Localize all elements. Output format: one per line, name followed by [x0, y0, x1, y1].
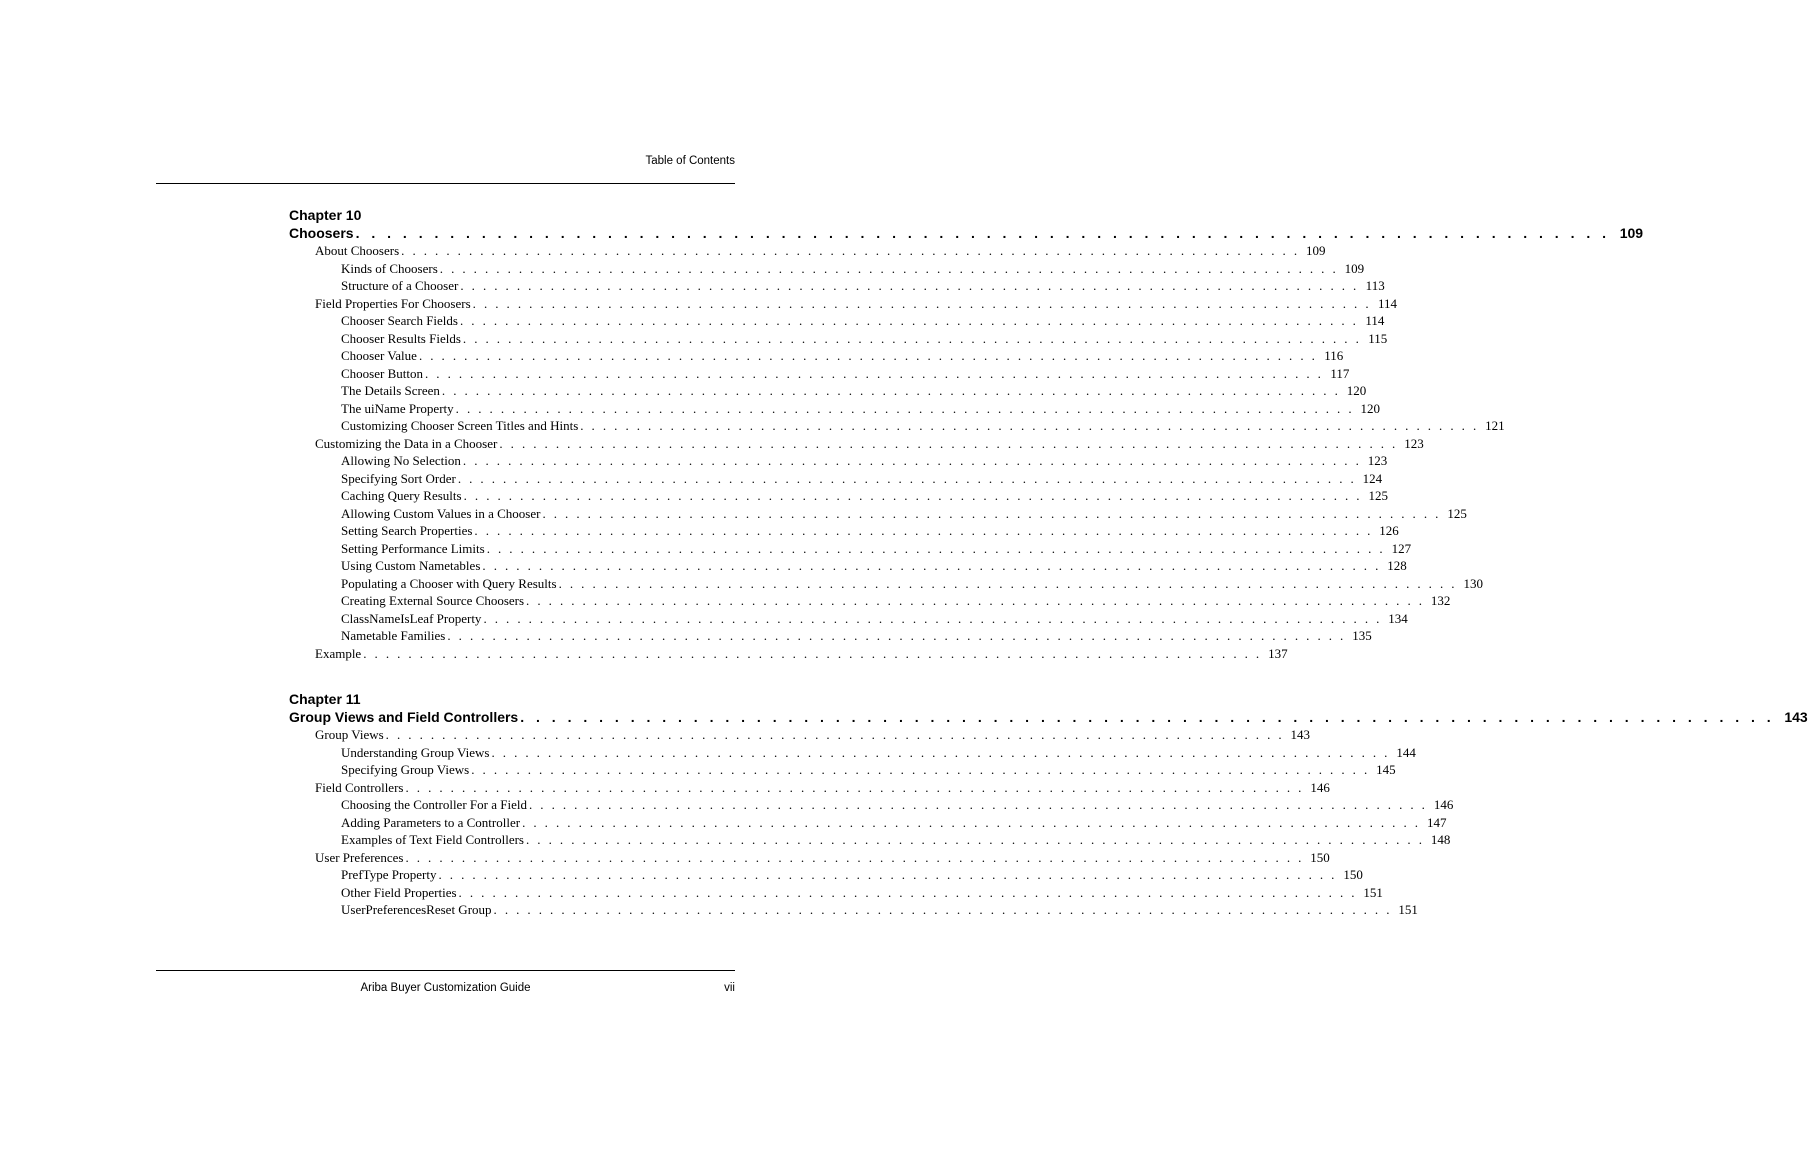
toc-entry-title: Allowing No Selection: [341, 453, 461, 468]
toc-entry-title: The uiName Property: [341, 400, 454, 416]
toc-page-number: 123: [1404, 435, 1424, 451]
toc-entry-title: Kinds of Choosers: [341, 260, 438, 276]
toc-section-entry[interactable]: [289, 779, 1330, 797]
toc-subsection-entry[interactable]: [289, 312, 1385, 330]
dot-leader: . . . . . . . . . . . . . . . . . . . . . . . . . . . . . . . . . . . . . . . . . . . . . . . . . . . . . . . . . . . . . . . . . . . . . . . . . . . . . . . .: [526, 593, 1425, 608]
toc-subsection-entry[interactable]: [289, 400, 1380, 418]
toc-page-number: 116: [1324, 348, 1344, 363]
toc-subsection-entry[interactable]: [289, 382, 1367, 400]
dot-leader: . . . . . . . . . . . . . . . . . . . . . . . . . . . . . . . . . . . . . . . . . . . . . . . . . . . . . . . . . . . . . . . . . . . . . . . . . . . . . . . .: [460, 278, 1359, 293]
toc-subsection-entry[interactable]: [289, 831, 1451, 849]
toc-subsection-entry[interactable]: [289, 470, 1383, 488]
chapter-11-block: [289, 690, 1808, 919]
footer-rule: [156, 970, 735, 971]
toc-page-number: 125: [1368, 488, 1388, 503]
dot-leader: . . . . . . . . . . . . . . . . . . . . . . . . . . . . . . . . . . . . . . . . . . . . . . . . . . . . . . . . . . . . . . . . . . . . . . . . . . . . . . . .: [486, 540, 1386, 556]
toc-entry-title: Choosers: [289, 225, 354, 241]
toc-page-number: 150: [1310, 849, 1330, 865]
dot-leader: . . . . . . . . . . . . . . . . . . . . . . . . . . . . . . . . . . . . . . . . . . . . . . . . . . . . . . . . . . . . . . . . . . . . . . . . . . . . . . . .: [438, 867, 1337, 882]
toc-subsection-entry[interactable]: [289, 814, 1447, 832]
chapter-title-entry[interactable]: [289, 708, 1808, 726]
chapter-label: Chapter 10: [289, 207, 362, 223]
toc-entry-title: Chooser Value: [341, 348, 417, 363]
toc-page-number: 109: [1619, 225, 1644, 241]
toc-entry-title: Chooser Results Fields: [341, 330, 461, 346]
toc-page-number: 128: [1387, 558, 1407, 573]
toc-entry-title: Customizing Chooser Screen Titles and Hints: [341, 418, 579, 433]
dot-leader: . . . . . . . . . . . . . . . . . . . . . . . . . . . . . . . . . . . . . . . . . . . . . . . . . . . . . . . . . . . . . . . . . . . . . . . . . . . . . . . .: [385, 727, 1285, 742]
dot-leader: . . . . . . . . . . . . . . . . . . . . . . . . . . . . . . . . . . . . . . . . . . . . . . . . . . . . . . . . . . . . . . . . . . . . . . . . . . . . . . . .: [457, 470, 1357, 486]
dot-leader: . . . . . . . . . . . . . . . . . . . . . . . . . . . . . . . . . . . . . . . . . . . . . . . . . . . . . . . . . . . . . . . . . . . . . . . . . . . . . . . .: [447, 628, 1346, 643]
toc-page-number: 145: [1376, 762, 1396, 777]
dot-leader: . . . . . . . . . . . . . . . . . . . . . . . . . . . . . . . . . . . . . . . . . . . . . . . . . . . . . . . . . . . . . . . . . . . . . . . . . . . . . . . .: [459, 313, 1359, 328]
dot-leader: . . . . . . . . . . . . . . . . . . . . . . . . . . . . . . . . . . . . . . . . . . . . . . . . . . . . . . . . . . . . . . . . . . . . . . . . . . . . . . . .: [482, 558, 1381, 573]
toc-entry-title: UserPreferencesReset Group: [341, 902, 492, 917]
toc-page-number: 150: [1343, 867, 1363, 882]
toc-page-number: 120: [1346, 383, 1367, 398]
toc-entry-title: Group Views and Field Controllers: [289, 709, 519, 725]
toc-entry-title: Examples of Text Field Controllers: [341, 832, 524, 847]
dot-leader: . . . . . . . . . . . . . . . . . . . . . . . . . . . . . . . . . . . . . . . . . . . . . . . . . . . . . . . . . . . . . . . . . . . . . . . . . . . . . . . .: [441, 383, 1341, 398]
toc-entry-title: About Choosers: [315, 243, 400, 258]
toc-entry-title: Using Custom Nametables: [341, 558, 481, 573]
toc-entry-title: Creating External Source Choosers: [341, 593, 525, 608]
toc-subsection-entry[interactable]: [289, 452, 1388, 470]
dot-leader: . . . . . . . . . . . . . . . . . . . . . . . . . . . . . . . . . . . . . . . . . . . . . . . . . . . . . . . . . . . . . . . . . . . . . . . . . . . . . . . .: [471, 762, 1370, 777]
toc-page-number: 124: [1362, 470, 1383, 486]
toc-subsection-entry[interactable]: [289, 744, 1416, 762]
footer-book-title: Ariba Buyer Customization Guide: [360, 982, 531, 994]
toc-page-number: 135: [1352, 628, 1372, 643]
chapter-10-block: [289, 206, 1644, 662]
toc-entry-title: Understanding Group Views: [341, 744, 490, 760]
toc-page-number: 146: [1310, 779, 1330, 795]
toc-entry-title: Chooser Search Fields: [341, 313, 458, 328]
toc-subsection-entry[interactable]: [289, 417, 1505, 435]
toc-page-number: 114: [1377, 295, 1397, 311]
toc-entry-title: Populating a Chooser with Query Results: [341, 575, 557, 591]
dot-leader: . . . . . . . . . . . . . . . . . . . . . . . . . . . . . . . . . . . . . . . . . . . . . . . . . . . . . . . . . . . . . . . . . . . . . . . . . . . . . . . .: [474, 523, 1373, 538]
toc-section-entry[interactable]: [289, 295, 1397, 313]
toc-page-number: 148: [1430, 832, 1451, 847]
toc-subsection-entry[interactable]: [289, 365, 1350, 383]
toc-entry-title: Chooser Button: [341, 365, 423, 381]
toc-page-number: 114: [1365, 313, 1385, 328]
toc-page-number: 130: [1463, 575, 1483, 591]
toc-entry-title: ClassNameIsLeaf Property: [341, 610, 482, 626]
toc-page-number: 151: [1363, 884, 1383, 900]
toc-page-number: 109: [1344, 260, 1365, 276]
toc-entry-title: Setting Search Properties: [341, 523, 473, 538]
dot-leader: . . . . . . . . . . . . . . . . . . . . . . . . . . . . . . . . . . . . . . . . . . . . . . . . . . . . . . . . . . . . . . . . . . . . . . . . . . . . . . . .: [499, 435, 1398, 451]
dot-leader: . . . . . . . . . . . . . . . . . . . . . . . . . . . . . . . . . . . . . . . . . . . . . . . . . . . . . . . . . . . . . . . . . . . . . . . . . . . . . . . .: [520, 709, 1775, 725]
toc-subsection-entry[interactable]: [289, 884, 1383, 902]
toc-subsection-entry[interactable]: [289, 505, 1467, 523]
dot-leader: . . . . . . . . . . . . . . . . . . . . . . . . . . . . . . . . . . . . . . . . . . . . . . . . . . . . . . . . . . . . . . . . . . . . . . . . . . . . . . . .: [483, 610, 1382, 626]
toc-entry-title: Choosing the Controller For a Field: [341, 797, 527, 812]
toc-entry-title: Field Properties For Choosers: [315, 295, 471, 311]
toc-page-number: 125: [1447, 505, 1467, 521]
dot-leader: . . . . . . . . . . . . . . . . . . . . . . . . . . . . . . . . . . . . . . . . . . . . . . . . . . . . . . . . . . . . . . . . . . . . . . . . . . . . . . . .: [463, 488, 1362, 503]
toc-page-number: 132: [1430, 593, 1451, 608]
toc-subsection-entry[interactable]: [289, 592, 1451, 610]
toc-entry-title: Other Field Properties: [341, 884, 457, 900]
toc-entry-title: Group Views: [315, 727, 384, 742]
toc-section-entry[interactable]: [289, 242, 1326, 260]
toc-subsection-entry[interactable]: [289, 627, 1372, 645]
toc-page-number: 127: [1391, 540, 1412, 556]
toc-page-number: 151: [1398, 902, 1418, 917]
toc-section-entry[interactable]: [289, 435, 1424, 453]
toc-subsection-entry[interactable]: [289, 540, 1412, 558]
toc-subsection-entry[interactable]: [289, 522, 1399, 540]
toc-subsection-entry[interactable]: [289, 277, 1385, 295]
toc-subsection-entry[interactable]: [289, 575, 1483, 593]
dot-leader: . . . . . . . . . . . . . . . . . . . . . . . . . . . . . . . . . . . . . . . . . . . . . . . . . . . . . . . . . . . . . . . . . . . . . . . . . . . . . . . .: [472, 295, 1371, 311]
toc-section-entry[interactable]: [289, 645, 1288, 663]
chapter-title-entry[interactable]: [289, 224, 1644, 242]
toc-entry-title: User Preferences: [315, 849, 404, 865]
dot-leader: . . . . . . . . . . . . . . . . . . . . . . . . . . . . . . . . . . . . . . . . . . . . . . . . . . . . . . . . . . . . . . . . . . . . . . . . . . . . . . . .: [580, 418, 1479, 433]
dot-leader: . . . . . . . . . . . . . . . . . . . . . . . . . . . . . . . . . . . . . . . . . . . . . . . . . . . . . . . . . . . . . . . . . . . . . . . . . . . . . . . .: [528, 797, 1428, 812]
toc-page-number: 126: [1379, 523, 1399, 538]
chapter-label: Chapter 11: [289, 691, 361, 707]
toc-entry-title: Nametable Families: [341, 628, 446, 643]
dot-leader: . . . . . . . . . . . . . . . . . . . . . . . . . . . . . . . . . . . . . . . . . . . . . . . . . . . . . . . . . . . . . . . . . . . . . . . . . . . . . . . .: [558, 575, 1457, 591]
toc-entry-title: Customizing the Data in a Chooser: [315, 435, 498, 451]
dot-leader: . . . . . . . . . . . . . . . . . . . . . . . . . . . . . . . . . . . . . . . . . . . . . . . . . . . . . . . . . . . . . . . . . . . . . . . . . . . . . . . .: [462, 330, 1362, 346]
toc-page-number: 147: [1426, 814, 1447, 830]
toc-page-number: 137: [1268, 645, 1288, 661]
footer-page-number: vii: [724, 982, 735, 994]
dot-leader: . . . . . . . . . . . . . . . . . . . . . . . . . . . . . . . . . . . . . . . . . . . . . . . . . . . . . . . . . . . . . . . . . . . . . . . . . . . . . . . .: [491, 744, 1390, 760]
dot-leader: . . . . . . . . . . . . . . . . . . . . . . . . . . . . . . . . . . . . . . . . . . . . . . . . . . . . . . . . . . . . . . . . . . . . . . . . . . . . . . . .: [363, 645, 1262, 661]
toc-subsection-entry[interactable]: [289, 761, 1396, 779]
toc-entry-title: Field Controllers: [315, 779, 404, 795]
toc-page-number: 121: [1485, 418, 1505, 433]
toc-entry-title: Specifying Group Views: [341, 762, 470, 777]
toc-entry-title: Specifying Sort Order: [341, 470, 456, 486]
dot-leader: . . . . . . . . . . . . . . . . . . . . . . . . . . . . . . . . . . . . . . . . . . . . . . . . . . . . . . . . . . . . . . . . . . . . . . . . . . . . . . . .: [405, 779, 1304, 795]
dot-leader: . . . . . . . . . . . . . . . . . . . . . . . . . . . . . . . . . . . . . . . . . . . . . . . . . . . . . . . . . . . . . . . . . . . . . . . . . . . . . . . .: [542, 505, 1441, 521]
dot-leader: . . . . . . . . . . . . . . . . . . . . . . . . . . . . . . . . . . . . . . . . . . . . . . . . . . . . . . . . . . . . . . . . . . . . . . . . . . . . . . . .: [458, 884, 1357, 900]
toc-page-number: 143: [1290, 727, 1311, 742]
running-header: Table of Contents: [645, 155, 735, 167]
toc-page-number: 117: [1330, 365, 1350, 381]
toc-entry-title: Caching Query Results: [341, 488, 462, 503]
dot-leader: . . . . . . . . . . . . . . . . . . . . . . . . . . . . . . . . . . . . . . . . . . . . . . . . . . . . . . . . . . . . . . . . . . . . . . . . . . . . . . . .: [526, 832, 1425, 847]
dot-leader: . . . . . . . . . . . . . . . . . . . . . . . . . . . . . . . . . . . . . . . . . . . . . . . . . . . . . . . . . . . . . . . . . . . . . . . . . . . . . . . .: [493, 902, 1392, 917]
dot-leader: . . . . . . . . . . . . . . . . . . . . . . . . . . . . . . . . . . . . . . . . . . . . . . . . . . . . . . . . . . . . . . . . . . . . . . . . . . . . . . . .: [418, 348, 1318, 363]
toc-subsection-entry[interactable]: [289, 330, 1388, 348]
toc-page-number: 143: [1784, 709, 1808, 725]
toc-section-entry[interactable]: [289, 849, 1330, 867]
toc-subsection-entry[interactable]: [289, 260, 1365, 278]
toc-page-number: 123: [1367, 453, 1388, 468]
toc-page-number: 113: [1365, 278, 1385, 293]
dot-leader: . . . . . . . . . . . . . . . . . . . . . . . . . . . . . . . . . . . . . . . . . . . . . . . . . . . . . . . . . . . . . . . . . . . . . . . . . . . . . . . .: [355, 225, 1611, 241]
toc-entry-title: Structure of a Chooser: [341, 278, 459, 293]
dot-leader: . . . . . . . . . . . . . . . . . . . . . . . . . . . . . . . . . . . . . . . . . . . . . . . . . . . . . . . . . . . . . . . . . . . . . . . . . . . . . . . .: [424, 365, 1324, 381]
toc-entry-title: PrefType Property: [341, 867, 437, 882]
toc-subsection-entry[interactable]: [289, 796, 1454, 814]
toc-section-entry[interactable]: [289, 726, 1311, 744]
dot-leader: . . . . . . . . . . . . . . . . . . . . . . . . . . . . . . . . . . . . . . . . . . . . . . . . . . . . . . . . . . . . . . . . . . . . . . . . . . . . . . . .: [405, 849, 1304, 865]
dot-leader: . . . . . . . . . . . . . . . . . . . . . . . . . . . . . . . . . . . . . . . . . . . . . . . . . . . . . . . . . . . . . . . . . . . . . . . . . . . . . . . .: [401, 243, 1300, 258]
toc-page-number: 144: [1396, 744, 1416, 760]
toc-entry-title: Setting Performance Limits: [341, 540, 485, 556]
toc-entry-title: Adding Parameters to a Controller: [341, 814, 521, 830]
toc-subsection-entry[interactable]: [289, 901, 1418, 919]
toc-subsection-entry[interactable]: [289, 866, 1363, 884]
toc-entry-title: Example: [315, 645, 362, 661]
toc-page-number: 134: [1388, 610, 1408, 626]
toc-entry-title: The Details Screen: [341, 383, 440, 398]
toc-subsection-entry[interactable]: [289, 487, 1388, 505]
dot-leader: . . . . . . . . . . . . . . . . . . . . . . . . . . . . . . . . . . . . . . . . . . . . . . . . . . . . . . . . . . . . . . . . . . . . . . . . . . . . . . . .: [522, 814, 1421, 830]
toc-page-number: 115: [1368, 330, 1388, 346]
toc-subsection-entry[interactable]: [289, 347, 1344, 365]
dot-leader: . . . . . . . . . . . . . . . . . . . . . . . . . . . . . . . . . . . . . . . . . . . . . . . . . . . . . . . . . . . . . . . . . . . . . . . . . . . . . . . .: [455, 400, 1354, 416]
dot-leader: . . . . . . . . . . . . . . . . . . . . . . . . . . . . . . . . . . . . . . . . . . . . . . . . . . . . . . . . . . . . . . . . . . . . . . . . . . . . . . . .: [462, 453, 1362, 468]
toc-page-number: 120: [1360, 400, 1380, 416]
toc-page-number: 109: [1306, 243, 1326, 258]
toc-subsection-entry[interactable]: [289, 557, 1407, 575]
toc-subsection-entry[interactable]: [289, 610, 1408, 628]
toc-page-number: 146: [1433, 797, 1454, 812]
toc-entry-title: Allowing Custom Values in a Chooser: [341, 505, 541, 521]
dot-leader: . . . . . . . . . . . . . . . . . . . . . . . . . . . . . . . . . . . . . . . . . . . . . . . . . . . . . . . . . . . . . . . . . . . . . . . . . . . . . . . .: [439, 260, 1339, 276]
header-rule: [156, 183, 735, 184]
